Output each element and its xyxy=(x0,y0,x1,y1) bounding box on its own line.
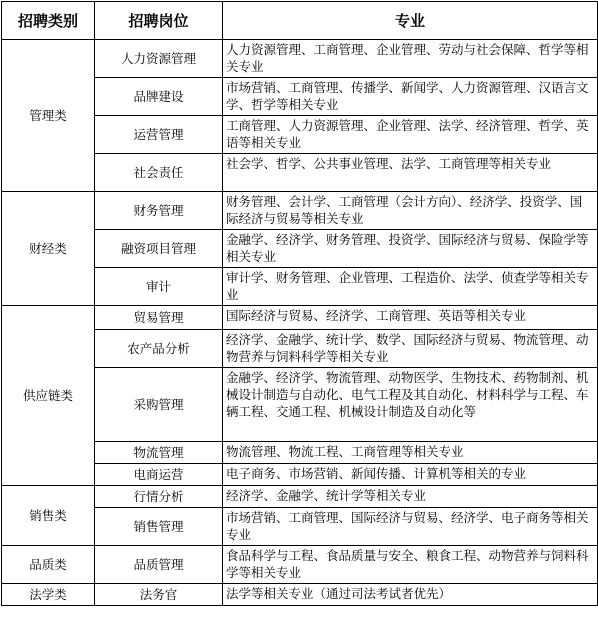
major-cell: 金融学、经济学、物流管理、动物医学、生物技术、药物制剂、机械设计制造与自动化、电气工程及其自动化、材料科学与工程、车辆工程、交通工程、机械设计制造及自动化等 xyxy=(223,368,598,442)
table-row xyxy=(2,192,598,230)
position-cell: 行情分析 xyxy=(95,486,223,508)
header-category: 招聘类别 xyxy=(2,2,95,40)
position-cell: 人力资源管理 xyxy=(95,40,223,78)
position-cell: 法务官 xyxy=(95,584,223,606)
major-cell: 社会学、哲学、公共事业管理、法学、工商管理等相关专业 xyxy=(223,154,598,192)
table-row xyxy=(2,40,598,78)
major-cell: 国际经济与贸易、经济学、工商管理、英语等相关专业 xyxy=(223,306,598,330)
major-cell: 金融学、经济学、财务管理、投资学、国际经济与贸易、保险学等相关专业 xyxy=(223,230,598,268)
major-cell: 法学等相关专业（通过司法考试者优先） xyxy=(223,584,598,606)
category-cell-management: 管理类 xyxy=(2,40,95,192)
table-header-row xyxy=(2,2,598,40)
position-cell: 销售管理 xyxy=(95,508,223,546)
position-cell: 审计 xyxy=(95,268,223,306)
position-cell: 财务管理 xyxy=(95,192,223,230)
category-cell-supply-chain: 供应链类 xyxy=(2,306,95,486)
position-cell: 品质管理 xyxy=(95,546,223,584)
major-cell: 工商管理、人力资源管理、企业管理、法学、经济管理、哲学、英语等相关专业 xyxy=(223,116,598,154)
major-cell: 市场营销、工商管理、国际经济与贸易、经济学、电子商务等相关专业 xyxy=(223,508,598,546)
category-cell-finance: 财经类 xyxy=(2,192,95,306)
header-position: 招聘岗位 xyxy=(95,2,223,40)
major-cell: 食品科学与工程、食品质量与安全、粮食工程、动物营养与饲料科学等相关专业 xyxy=(223,546,598,584)
major-cell: 经济学、金融学、统计学、数学、国际经济与贸易、物流管理、动物营养与饲料科学等相关专业 xyxy=(223,330,598,368)
position-cell: 运营管理 xyxy=(95,116,223,154)
category-cell-sales: 销售类 xyxy=(2,486,95,546)
position-cell: 采购管理 xyxy=(95,368,223,442)
table-row xyxy=(2,546,598,584)
position-cell: 品牌建设 xyxy=(95,78,223,116)
position-cell: 农产品分析 xyxy=(95,330,223,368)
major-cell: 电子商务、市场营销、新闻传播、计算机等相关的专业 xyxy=(223,464,598,486)
major-cell: 经济学、金融学、统计学等相关专业 xyxy=(223,486,598,508)
major-cell: 审计学、财务管理、企业管理、工程造价、法学、侦查学等相关专业 xyxy=(223,268,598,306)
major-cell: 财务管理、会计学、工商管理（会计方向）、经济学、投资学、国际经济与贸易等相关专业 xyxy=(223,192,598,230)
category-cell-law: 法学类 xyxy=(2,584,95,606)
position-cell: 贸易管理 xyxy=(95,306,223,330)
position-cell: 社会责任 xyxy=(95,154,223,192)
major-cell: 人力资源管理、工商管理、企业管理、劳动与社会保障、哲学等相关专业 xyxy=(223,40,598,78)
header-major: 专业 xyxy=(223,2,598,40)
table-row xyxy=(2,306,598,330)
table-row xyxy=(2,486,598,508)
major-cell: 物流管理、物流工程、工商管理等相关专业 xyxy=(223,442,598,464)
category-cell-quality: 品质类 xyxy=(2,546,95,584)
recruitment-table xyxy=(1,1,598,606)
position-cell: 电商运营 xyxy=(95,464,223,486)
major-cell: 市场营销、工商管理、传播学、新闻学、人力资源管理、汉语言文学、哲学等相关专业 xyxy=(223,78,598,116)
position-cell: 物流管理 xyxy=(95,442,223,464)
table-row xyxy=(2,584,598,606)
position-cell: 融资项目管理 xyxy=(95,230,223,268)
